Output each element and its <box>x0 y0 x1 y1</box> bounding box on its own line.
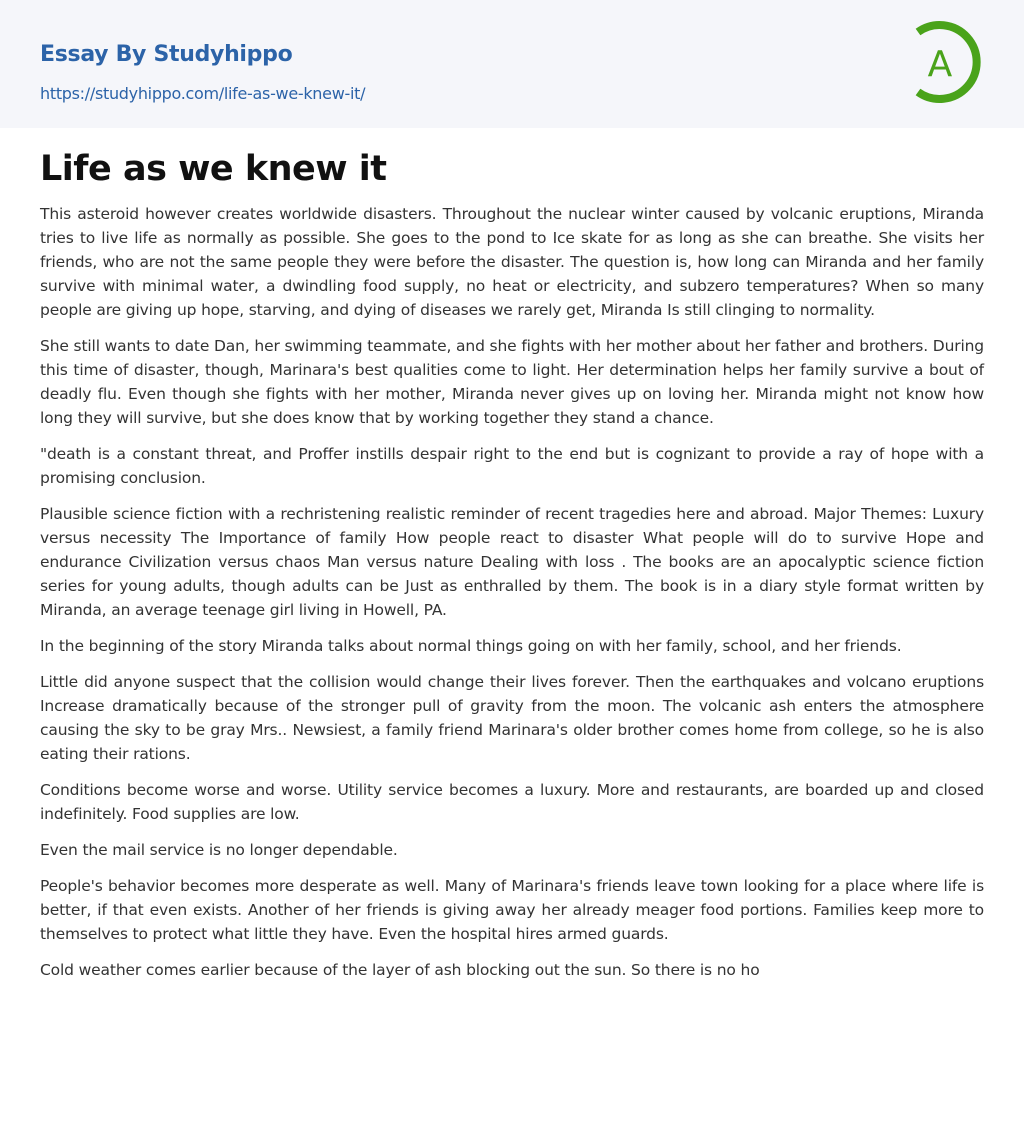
essay-paragraph: She still wants to date Dan, her swimming teammate, and she fights with her mother about her father and brothers. During this time of disaster, though, Marinara's best qualities come to light. Her determination helps her family survive a bout of deadly flu. Even though she fights with her mother, Miranda never gives up on loving her. Miranda might not know how long they will survive, but she does know that by working together they stand a chance. <box>40 337 984 427</box>
svg-text:A: A <box>927 44 953 85</box>
site-header <box>0 0 1024 128</box>
essay-paragraph: Conditions become worse and worse. Utility service becomes a luxury. More and restaurants, are boarded up and closed indefinitely. Food supplies are low. <box>40 781 984 823</box>
essay-paragraph: Cold weather comes earlier because of the layer of ash blocking out the sun. So there is no ho <box>40 961 760 979</box>
studyhippo-logo-icon[interactable] <box>910 18 986 106</box>
essay-paragraph: Even the mail service is no longer dependable. <box>40 841 398 859</box>
essay-url-link[interactable]: https://studyhippo.com/life-as-we-knew-it/ <box>40 84 366 103</box>
essay-title: Life as we knew it <box>40 149 387 189</box>
essay-paragraph: Plausible science fiction with a rechristening realistic reminder of recent tragedies here and abroad. Major Themes: Luxury versus necessity The Importance of family How people react to disaster What people will do to survive Hope and endurance Civilization versus chaos Man versus nature Dealing with loss . The books are an apocalyptic science fiction series for young adults, though adults can be Just as enthralled by them. The book is in a diary style format written by Miranda, an average teenage girl living in Howell, PA. <box>40 505 984 619</box>
essay-paragraph: "death is a constant threat, and Proffer instills despair right to the end but is cognizant to provide a ray of hope with a promising conclusion. <box>40 445 984 487</box>
essay-body <box>40 202 984 982</box>
essay-paragraph: In the beginning of the story Miranda talks about normal things going on with her family, school, and her friends. <box>40 637 902 655</box>
essay-paragraph: People's behavior becomes more desperate as well. Many of Marinara's friends leave town looking for a place where life is better, if that even exists. Another of her friends is giving away her already meager food portions. Families keep more to themselves to protect what little they have. Even the hospital hires armed guards. <box>40 877 984 943</box>
essay-paragraph: This asteroid however creates worldwide disasters. Throughout the nuclear winter caused by volcanic eruptions, Miranda tries to live life as normally as possible. She goes to the pond to Ice skate for as long as she can breathe. She visits her friends, who are not the same people they were before the disaster. The question is, how long can Miranda and her family survive with minimal water, a dwindling food supply, no heat or electricity, and subzero temperatures? When so many people are giving up hope, starving, and dying of diseases we rarely get, Miranda Is still clinging to normality. <box>40 205 984 319</box>
brand-title: Essay By Studyhippo <box>40 42 293 67</box>
essay-paragraph: Little did anyone suspect that the collision would change their lives forever. Then the earthquakes and volcano eruptions Increase dramatically because of the stronger pull of gravity from the moon. The volcanic ash enters the atmosphere causing the sky to be gray Mrs.. Newsiest, a family friend Marinara's older brother comes home from college, so he is also eating their rations. <box>40 673 984 763</box>
